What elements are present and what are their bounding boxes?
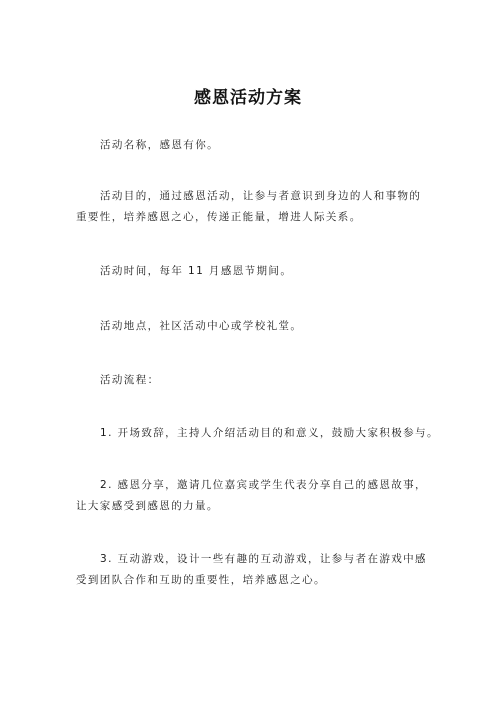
paragraph-line: 活动流程： <box>100 374 160 386</box>
paragraph-activity-purpose <box>76 186 456 228</box>
paragraph-line: 3. 互动游戏，设计一些有趣的互动游戏，让参与者在游戏中感 <box>100 553 427 565</box>
paragraph-activity-location <box>76 316 456 337</box>
paragraph-line: 活动目的，通过感恩活动，让参与者意识到身边的人和事物的 <box>100 190 422 202</box>
paragraph-line: 活动地点，社区活动中心或学校礼堂。 <box>100 320 303 332</box>
paragraph-step-3 <box>76 549 456 591</box>
paragraph-line: 让大家感受到感恩的力量。 <box>76 500 219 512</box>
paragraph-line: 活动名称，感恩有你。 <box>100 139 219 151</box>
paragraph-activity-time <box>76 261 456 282</box>
paragraph-step-1 <box>76 423 456 444</box>
paragraph-line: 重要性，培养感恩之心，传递正能量，增进人际关系。 <box>76 211 362 223</box>
paragraph-activity-process <box>76 370 456 391</box>
paragraph-line: 活动时间，每年 11 月感恩节期间。 <box>100 265 293 277</box>
paragraph-line: 1. 开场致辞，主持人介绍活动目的和意义，鼓励大家积极参与。 <box>100 427 439 439</box>
paragraph-activity-name <box>76 135 456 156</box>
document-title: 感恩活动方案 <box>194 88 302 108</box>
paragraph-line: 2. 感恩分享，邀请几位嘉宾或学生代表分享自己的感恩故事， <box>100 479 427 491</box>
paragraph-step-2 <box>76 475 456 517</box>
paragraph-line: 受到团队合作和互助的重要性，培养感恩之心。 <box>76 574 326 586</box>
